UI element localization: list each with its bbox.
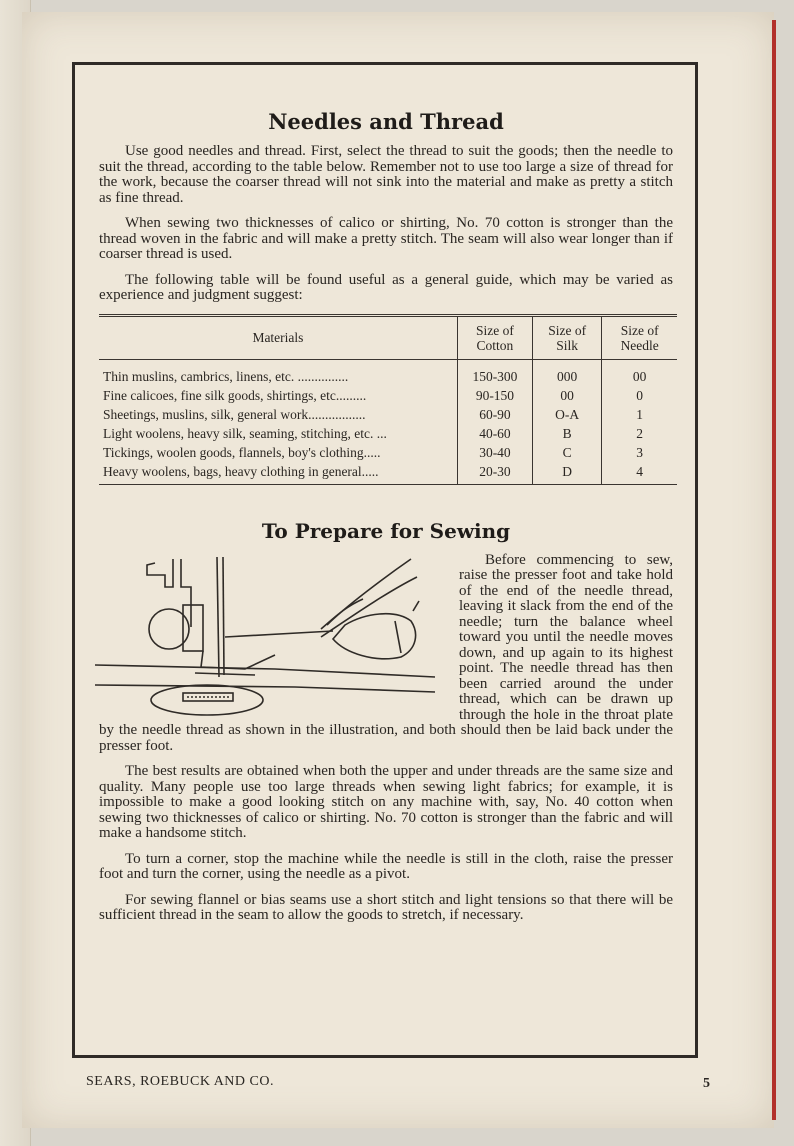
cell-cotton: 30-40	[457, 443, 532, 462]
cell-needle: 2	[602, 424, 677, 443]
cell-silk: O-A	[533, 405, 602, 424]
section-title-needles: Needles and Thread	[268, 109, 504, 134]
cell-silk: C	[533, 443, 602, 462]
cell-material: Sheetings, muslins, silk, general work.................	[103, 406, 366, 422]
cell-material: Tickings, woolen goods, flannels, boy's clothing.....	[103, 444, 381, 460]
cell-cotton: 90-150	[457, 386, 532, 405]
table-row	[99, 462, 677, 485]
col-header-needle: Size of Needle	[602, 315, 677, 359]
cell-cotton: 150-300	[457, 359, 532, 386]
col-header-silk: Size of Silk	[533, 315, 602, 359]
paragraph: To turn a corner, stop the machine while the needle is still in the cloth, raise the presser foot and turn the corner, using the needle as a pivot.	[99, 850, 673, 882]
cell-needle: 4	[602, 462, 677, 485]
table-header-row	[99, 315, 677, 359]
col-header-materials: Materials	[99, 315, 457, 359]
cell-cotton: 20-30	[457, 462, 532, 485]
paragraph: When sewing two thicknesses of calico or shirting, No. 70 cotton is stronger than the thread woven in the fabric and will make a pretty stitch. The seam will also wear longer than if coarser thread is used.	[99, 215, 673, 262]
cell-needle: 1	[602, 405, 677, 424]
cell-silk: B	[533, 424, 602, 443]
cell-cotton: 60-90	[457, 405, 532, 424]
cell-material: Thin muslins, cambrics, linens, etc. ...............	[103, 368, 349, 384]
cover-edge	[772, 20, 776, 1120]
page-content	[99, 65, 673, 934]
table-row	[99, 443, 677, 462]
page-number: 5	[703, 1076, 710, 1091]
table-row	[99, 359, 677, 386]
paragraph: For sewing flannel or bias seams use a short stitch and light tensions so that there will be sufficient thread in the seam to allow the goods to stretch, if necessary.	[99, 891, 673, 923]
cell-needle: 00	[602, 359, 677, 386]
needle-thread-table	[99, 314, 677, 485]
paragraph: Before commencing to sew, raise the presser foot and take hold of the end of the needle thread, leaving it slack from the end of the needle; turn the balance wheel toward you until the needle moves down, and up again to its highest point. The needle thread has then been carried around the under thread, which can be drawn up through the hole in the throat plate by the needle thread as shown in the illustration, and both should then be laid back under the presser foot.	[99, 551, 673, 754]
col-header-cotton: Size of Cotton	[457, 315, 532, 359]
cell-silk: 000	[533, 359, 602, 386]
paragraph: Use good needles and thread. First, select the thread to suit the goods; then the needle to suit the thread, according to the table below. Remember not to use too large a size of thread for the work, because the coarser thread will not sink into the material and make as pretty a stitch as fine thread.	[99, 143, 673, 206]
paragraph: The best results are obtained when both the upper and under threads are the same size and quality. Many people use too large threads when sewing light fabrics; for example, it is impossible to make a good looking stitch on any machine with, say, No. 40 cotton when sewing two thicknesses of calico or shirting. No. 70 cotton is stronger than the fabric and will make a handsome stitch.	[99, 763, 673, 841]
table-row	[99, 386, 677, 405]
page-frame	[72, 62, 698, 1058]
publisher-footer: SEARS, ROEBUCK AND CO.	[86, 1074, 274, 1089]
cell-silk: D	[533, 462, 602, 485]
sewing-machine-illustration	[95, 557, 445, 719]
table-row	[99, 424, 677, 443]
paragraph: The following table will be found useful as a general guide, which may be varied as experience and judgment suggest:	[99, 271, 673, 303]
cell-material: Light woolens, heavy silk, seaming, stitching, etc. ...	[103, 425, 387, 441]
cell-material: Heavy woolens, bags, heavy clothing in general.....	[103, 463, 379, 479]
cell-needle: 0	[602, 386, 677, 405]
section-title-prepare: To Prepare for Sewing	[261, 518, 511, 543]
cell-material: Fine calicoes, fine silk goods, shirtings, etc.........	[103, 387, 367, 403]
cell-cotton: 40-60	[457, 424, 532, 443]
cell-silk: 00	[533, 386, 602, 405]
table-row	[99, 405, 677, 424]
cell-needle: 3	[602, 443, 677, 462]
